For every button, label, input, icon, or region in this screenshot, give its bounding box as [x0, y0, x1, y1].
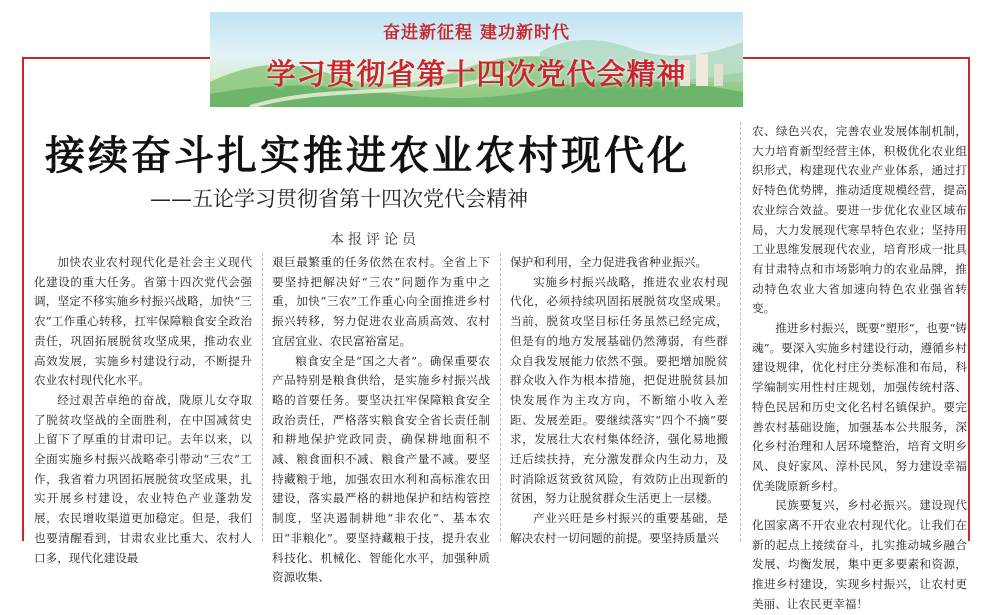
article-subtitle: ——五论学习贯彻省第十四次党代会精神: [150, 187, 528, 211]
article-column-1: [34, 253, 252, 565]
byline: 本报评论员: [330, 232, 420, 248]
article-title: 接续奋斗扎实推进农业农村现代化: [45, 133, 690, 179]
column-divider: [500, 253, 501, 541]
paragraph: 民族要复兴，乡村必振兴。建设现代化国家离不开农业农村现代化。让我们在新的起点上接续奋斗，扎实推动城乡融合发展、均衡发展，集中更多要素和资源，推进乡村建设，实现乡村振兴，让农村更美丽、让农民更幸福！: [752, 498, 967, 611]
column-divider: [740, 122, 741, 541]
article-column-2: [272, 253, 490, 585]
banner-slogan: 奋进新征程 建功新时代: [383, 23, 570, 43]
paragraph: 经过艰苦卓绝的奋战，陇原儿女夺取了脱贫攻坚战的全面胜利，在中国减贫史上留下了厚重的甘肃印记。去年以来，以全面实施乡村振兴战略牵引带动“三农”工作，我省着力巩固拓展脱贫攻坚成果，扎实开展乡村建设，农业特色产业蓬勃发展，农民增收渠道更加稳定。但是，我们也要清醒看到，甘肃农业比重大、农村人口多，现代化建设最: [34, 392, 252, 565]
paragraph: 艰巨最繁重的任务依然在农村。全省上下要坚持把解决好“三农”问题作为重中之重，加快“三农”工作重心向全面推进乡村振兴转移，努力促进农业高质高效、农村宜居宜业、农民富裕富足。: [272, 255, 490, 348]
banner: [210, 12, 743, 107]
article-column-3: [510, 253, 728, 545]
paragraph: 农、绿色兴农，完善农业发展体制机制，大力培育新型经营主体，积极优化农业组织形式，构建现代农业产业体系，通过打好特色优势牌，推动适度规模经营，提高农业综合效益。要进一步优化农业区域布局，大力发展现代寒旱特色农业；坚持用工业思维发展现代农业，培育形成一批具有甘肃特点和市场影响力的农业品牌，推动特色农业大省加速向特色农业强省转变。: [752, 124, 967, 316]
paragraph: 粮食安全是“国之大者”。确保重要农产品特别是粮食供给，是实施乡村振兴战略的首要任务。要坚决扛牢保障粮食安全政治责任，严格落实粮食安全省长责任制和耕地保护党政同责，确保耕地面积不减、粮食面积不减、粮食产量不减。要坚持藏粮于地，加强农田水利和高标准农田建设，落实最严格的耕地保护和结构管控制度，坚决遏制耕地“非农化”、基本农田“非粮化”。要坚持藏粮于技，提升农业科技化、机械化、智能化水平，加强种质资源收集、: [272, 353, 490, 585]
paragraph: 加快农业农村现代化是社会主义现代化建设的重大任务。省第十四次党代会强调，坚定不移实施乡村振兴战略，加快“三农”工作重心转移，扛牢保障粮食安全政治责任，巩固拓展脱贫攻坚成果，推动农业高效发展，实施乡村建设行动，不断提升农业农村现代化水平。: [34, 255, 252, 388]
banner-title: 学习贯彻省第十四次党代会精神: [266, 57, 687, 91]
paragraph: 推进乡村振兴，既要“塑形”，也要“铸魂”。要深入实施乡村建设行动，遵循乡村建设规律，优化村庄分类标准和布局，科学编制实用性村庄规划，加强传统村落、特色民居和历史文化名村名镇保护。要完善农村基础设施，加强基本公共服务，深化乡村治理和人居环境整治，培育文明乡风、良好家风、淳朴民风，努力建设幸福优美陇原新乡村。: [752, 321, 967, 493]
article-column-4: [752, 122, 967, 611]
paragraph: 保护和利用，全力促进我省种业振兴。: [510, 255, 708, 269]
paragraph: 实施乡村振兴战略，推进农业农村现代化，必须持续巩固拓展脱贫攻坚成果。当前，脱贫攻坚目标任务虽然已经完成，但是有的地方发展基础仍然薄弱，有些群众自我发展能力依然不强。要把增加脱贫群众收入作为根本措施，把促进脱贫县加快发展作为主攻方向，不断缩小收入差距、发展差距。要继续落实“四个不摘”要求，发展壮大农村集体经济，强化易地搬迁后续扶持，充分激发群众内生动力，及时消除返贫致贫风险，有效防止出现新的贫困，努力让脱贫群众生活更上一层楼。: [510, 274, 728, 506]
paragraph: 产业兴旺是乡村振兴的重要基础，是解决农村一切问题的前提。要坚持质量兴: [510, 511, 728, 545]
column-divider: [262, 253, 263, 541]
